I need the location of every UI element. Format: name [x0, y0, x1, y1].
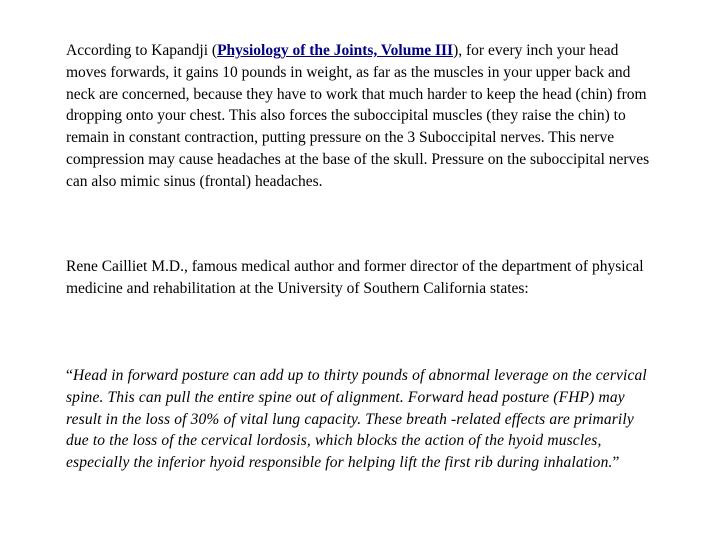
cailliet-quote — [66, 365, 656, 474]
quote-text: Head in forward posture can add up to thirty pounds of abnormal leverage on the cervical spine. This can pull the entire spine out of alignment. Forward head posture (FHP) may result in the loss of 30% of vital lung capacity. These breath -related effects are primarily due to the loss of the cervical lordosis, which blocks the action of the hyoid muscles, especially the inferior hyoid responsible for helping lift the first rib during inhalation. — [66, 367, 647, 472]
kapandji-body-text: ), for every inch your head moves forwards, it gains 10 pounds in weight, as far as the muscles in your upper back and neck are concerned, because they have to work that much harder to keep the head (chin) from dropping onto your chest. This also forces the suboccipital muscles (they raise the chin) to remain in constant contraction, putting pressure on the 3 Suboccipital nerves. This nerve compression may cause headaches at the base of the skull. Pressure on the suboccipital nerves can also mimic sinus (frontal) headaches. — [66, 42, 650, 190]
kapandji-paragraph — [66, 40, 656, 193]
quote-open-mark: “ — [66, 367, 74, 384]
physiology-of-joints-link[interactable]: Physiology of the Joints, Volume III — [217, 42, 454, 59]
cailliet-paragraph: Rene Cailliet M.D., famous medical author and former director of the department of physical medicine and rehabilitation at the University of Southern California states: — [66, 258, 644, 297]
quote-close-mark: ” — [612, 454, 620, 472]
kapandji-intro-text: According to Kapandji ( — [66, 42, 218, 59]
